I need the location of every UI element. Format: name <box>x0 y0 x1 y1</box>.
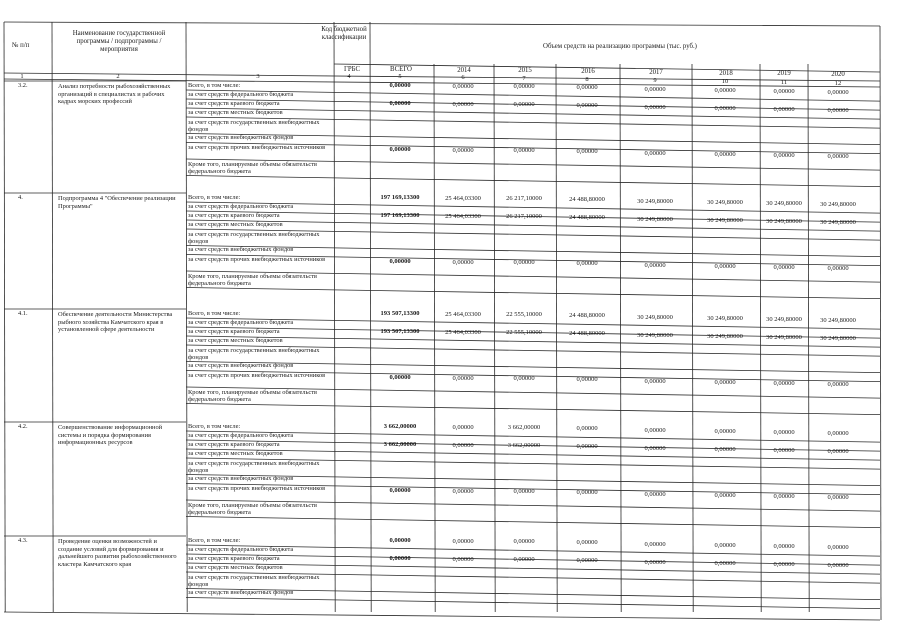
value-cell: 0,00000 <box>576 376 598 384</box>
value-cell: 0,00000 <box>714 541 736 549</box>
value-cell: 30 249,80000 <box>637 215 673 223</box>
row-label-planned: Кроме того, планируемые объемы обязательств федерального бюджета <box>188 160 318 176</box>
value-cell: 30 249,80000 <box>637 313 673 321</box>
value-cell: 0,00000 <box>452 374 474 382</box>
section-number: 3.2. <box>18 82 28 89</box>
value-cell: 0,00000 <box>644 149 666 157</box>
row-label-local: за счет средств местных бюджетов <box>188 220 283 228</box>
value-cell: 30 249,80000 <box>766 315 802 323</box>
value-cell: 0,00000 <box>644 444 666 452</box>
row-label-total: Всего, в том числе: <box>188 81 241 89</box>
value-cell: 0,00000 <box>513 375 535 383</box>
value-cell: 30 249,80000 <box>637 197 673 205</box>
row-label-federal: за счет средств федерального бюджета <box>188 318 294 326</box>
value-cell: 0,00000 <box>513 538 535 546</box>
value-cell: 0,00000 <box>644 426 666 434</box>
value-cell: 0,00000 <box>644 490 666 498</box>
row-label-local: за счет средств местных бюджетов <box>188 563 283 571</box>
row-label-regional: за счет средств краевого бюджета <box>188 211 280 219</box>
value-cell: 0,00000 <box>827 380 849 388</box>
value-cell: 0,00000 <box>644 377 666 385</box>
value-cell: 0,00000 <box>513 101 535 109</box>
row-label-regional: за счет средств краевого бюджета <box>188 554 280 562</box>
value-cell: 0,00000 <box>513 259 535 267</box>
value-cell: 0,00000 <box>452 82 474 90</box>
value-cell: 22 555,10000 <box>506 311 542 319</box>
header-year-2018: 2018 <box>719 70 733 77</box>
value-cell: 0,00000 <box>576 84 598 92</box>
value-cell: 193 507,13300 <box>380 327 420 335</box>
value-cell: 26 217,10000 <box>506 213 542 221</box>
row-label-state-offbudget: за счет средств государственных внебюджетных фондов <box>188 230 320 246</box>
value-cell: 0,00000 <box>389 486 411 494</box>
value-cell: 0,00000 <box>773 542 795 550</box>
section-title: Анализ потребности рыбохозяйственных организаций в специалистах и рабочих кадрах морских профессий <box>58 83 171 106</box>
header-year-2016: 2016 <box>581 68 595 75</box>
row-label-other: за счет средств прочих внебюджетных источников <box>188 485 326 492</box>
value-cell: 3 662,00000 <box>383 440 417 448</box>
row-label-offbudget: за счет средств внебюджетных фондов <box>188 362 294 369</box>
value-cell: 0,00000 <box>513 147 535 155</box>
value-cell: 0,00000 <box>773 151 795 159</box>
value-cell: 30 249,80000 <box>766 217 802 225</box>
value-cell: 30 249,80000 <box>707 216 743 224</box>
value-cell: 0,00000 <box>773 492 795 500</box>
value-cell: 0,00000 <box>714 104 736 112</box>
row-label-offbudget: за счет средств внебюджетных фондов <box>188 589 294 596</box>
value-cell: 0,00000 <box>576 425 598 433</box>
row-label-offbudget: за счет средств внебюджетных фондов <box>188 475 294 482</box>
grid-line <box>4 22 5 612</box>
column-number: 7 <box>522 74 526 82</box>
row-label-federal: за счет средств федерального бюджета <box>188 545 294 553</box>
row-label-planned: Кроме того, планируемые объемы обязательств федерального бюджета <box>188 272 318 288</box>
value-cell: 24 488,80000 <box>569 330 605 338</box>
header-year-2017: 2017 <box>649 69 663 76</box>
row-label-other: за счет средств прочих внебюджетных источников <box>188 372 326 379</box>
header-year-2019: 2019 <box>777 70 791 77</box>
value-cell: 0,00000 <box>827 447 849 455</box>
value-cell: 0,00000 <box>773 428 795 436</box>
value-cell: 0,00000 <box>827 561 849 569</box>
value-cell: 0,00000 <box>827 493 849 501</box>
value-cell: 30 249,80000 <box>707 198 743 206</box>
grid-line <box>556 64 557 612</box>
value-cell: 24 488,80000 <box>569 214 605 222</box>
value-cell: 0,00000 <box>714 559 736 567</box>
section-title: Совершенствование информационной системы и порядка формирования информационных ресурсов <box>58 424 163 447</box>
grid-line <box>186 404 880 415</box>
value-cell: 0,00000 <box>827 543 849 551</box>
value-cell: 0,00000 <box>773 379 795 387</box>
value-cell: 30 249,80000 <box>707 332 743 340</box>
column-number: 6 <box>461 74 465 81</box>
value-cell: 30 249,80000 <box>820 200 856 208</box>
value-cell: 0,00000 <box>714 262 736 270</box>
value-cell: 0,00000 <box>773 560 795 568</box>
row-label-total: Всего, в том числе: <box>188 422 241 430</box>
value-cell: 0,00000 <box>452 555 474 563</box>
value-cell: 0,00000 <box>714 445 736 453</box>
row-label-federal: за счет средств федерального бюджета <box>188 90 294 98</box>
value-cell: 0,00000 <box>827 429 849 437</box>
column-number: 8 <box>585 75 589 83</box>
value-cell: 0,00000 <box>714 378 736 386</box>
value-cell: 0,00000 <box>576 539 598 547</box>
value-cell: 0,00000 <box>452 441 474 449</box>
header-col-no: № п/п <box>12 42 30 49</box>
value-cell: 3 662,00000 <box>507 442 541 450</box>
row-label-regional: за счет средств краевого бюджета <box>188 99 280 107</box>
section-number: 4.2. <box>18 423 28 430</box>
header-year-2020: 2020 <box>831 71 845 78</box>
value-cell: 197 169,13300 <box>380 211 420 219</box>
header-col-volume: Объем средств на реализацию программы (тыс. руб.) <box>543 43 697 50</box>
row-label-offbudget: за счет средств внебюджетных фондов <box>188 134 294 141</box>
value-cell: 0,00000 <box>714 427 736 435</box>
column-number: 2 <box>116 73 120 80</box>
row-label-total: Всего, в том числе: <box>188 193 241 201</box>
row-label-planned: Кроме того, планируемые объемы обязательств федерального бюджета <box>188 388 318 404</box>
value-cell: 0,00000 <box>827 88 849 96</box>
column-number: 4 <box>347 73 351 80</box>
value-cell: 0,00000 <box>389 257 411 265</box>
row-label-total: Всего, в том числе: <box>188 536 241 544</box>
header-total: ВСЕГО <box>390 66 412 73</box>
value-cell: 193 507,13300 <box>380 309 420 317</box>
value-cell: 0,00000 <box>773 446 795 454</box>
grid-line <box>186 176 880 187</box>
value-cell: 30 249,80000 <box>820 334 856 342</box>
grid-line <box>494 64 495 612</box>
value-cell: 197 169,13300 <box>380 193 420 201</box>
section-title: Проведение оценки возможностей и создание условий для формирования и дальнейшего развития рыбохозяйственного кластера Камчатского края <box>58 538 177 568</box>
value-cell: 0,00000 <box>389 536 411 544</box>
row-label-state-offbudget: за счет средств государственных внебюджетных фондов <box>188 346 320 362</box>
value-cell: 0,00000 <box>452 146 474 154</box>
value-cell: 0,00000 <box>773 105 795 113</box>
column-number: 10 <box>721 78 729 86</box>
row-label-regional: за счет средств краевого бюджета <box>188 440 280 448</box>
value-cell: 0,00000 <box>644 103 666 111</box>
value-cell: 25 464,03300 <box>445 328 481 336</box>
value-cell: 0,00000 <box>513 556 535 564</box>
value-cell: 0,00000 <box>389 99 411 107</box>
row-label-other: за счет средств прочих внебюджетных источников <box>188 256 326 263</box>
section-title: Обеспечение деятельности Министерства рыбного хозяйства Камчатского края в установленной сфере деятельности <box>58 311 173 334</box>
value-cell: 0,00000 <box>513 83 535 91</box>
value-cell: 30 249,80000 <box>766 333 802 341</box>
value-cell: 24 488,80000 <box>569 196 605 204</box>
value-cell: 0,00000 <box>513 488 535 496</box>
row-label-local: за счет средств местных бюджетов <box>188 336 283 344</box>
grid-line <box>370 22 371 612</box>
grid-line <box>4 22 880 26</box>
header-grbs: ГРБС <box>343 66 361 73</box>
value-cell: 22 555,10000 <box>506 329 542 337</box>
value-cell: 0,00000 <box>576 557 598 565</box>
row-label-federal: за счет средств федерального бюджета <box>188 431 294 439</box>
value-cell: 25 464,03300 <box>445 194 481 202</box>
value-cell: 0,00000 <box>452 258 474 266</box>
grid-line <box>186 517 880 528</box>
grid-line <box>880 26 881 620</box>
header-year-2015: 2015 <box>518 67 532 74</box>
value-cell: 0,00000 <box>452 100 474 108</box>
value-cell: 25 464,03300 <box>445 212 481 220</box>
row-label-state-offbudget: за счет средств государственных внебюджетных фондов <box>188 459 320 475</box>
value-cell: 24 488,80000 <box>569 312 605 320</box>
grid-line <box>186 598 880 609</box>
row-label-state-offbudget: за счет средств государственных внебюджетных фондов <box>188 573 320 589</box>
row-label-local: за счет средств местных бюджетов <box>188 108 283 116</box>
value-cell: 0,00000 <box>827 264 849 272</box>
value-cell: 30 249,80000 <box>820 316 856 324</box>
row-label-total: Всего, в том числе: <box>188 309 241 317</box>
grid-line <box>186 288 880 299</box>
section-number: 4. <box>18 194 23 201</box>
value-cell: 0,00000 <box>773 263 795 271</box>
row-label-state-offbudget: за счет средств государственных внебюджетных фондов <box>188 118 320 134</box>
section-number: 4.3. <box>18 537 28 544</box>
column-number: 3 <box>256 73 260 80</box>
value-cell: 0,00000 <box>389 145 411 153</box>
value-cell: 0,00000 <box>827 152 849 160</box>
value-cell: 0,00000 <box>576 148 598 156</box>
column-number: 1 <box>20 73 24 80</box>
value-cell: 0,00000 <box>576 102 598 110</box>
value-cell: 0,00000 <box>452 537 474 545</box>
header-col-name: Наименование государственной программы / подпрограммы / мероприятия <box>72 30 166 54</box>
section-title: Подпрограмма 4 "Обеспечение реализации Программы" <box>58 195 176 210</box>
value-cell: 0,00000 <box>389 373 411 381</box>
value-cell: 26 217,10000 <box>506 195 542 203</box>
value-cell: 0,00000 <box>714 86 736 94</box>
value-cell: 30 249,80000 <box>707 314 743 322</box>
value-cell: 0,00000 <box>452 423 474 431</box>
row-label-local: за счет средств местных бюджетов <box>188 449 283 457</box>
row-label-planned: Кроме того, планируемые объемы обязательств федерального бюджета <box>188 501 318 517</box>
value-cell: 0,00000 <box>576 489 598 497</box>
value-cell: 0,00000 <box>714 491 736 499</box>
value-cell: 0,00000 <box>644 261 666 269</box>
value-cell: 0,00000 <box>644 540 666 548</box>
column-number: 5 <box>398 73 402 80</box>
value-cell: 30 249,80000 <box>766 199 802 207</box>
row-label-regional: за счет средств краевого бюджета <box>188 327 280 335</box>
value-cell: 0,00000 <box>644 85 666 93</box>
value-cell: 3 662,00000 <box>383 422 417 430</box>
value-cell: 0,00000 <box>644 558 666 566</box>
value-cell: 0,00000 <box>452 487 474 495</box>
column-number: 11 <box>780 79 788 87</box>
value-cell: 0,00000 <box>714 150 736 158</box>
value-cell: 0,00000 <box>827 106 849 114</box>
value-cell: 0,00000 <box>576 260 598 268</box>
value-cell: 0,00000 <box>389 554 411 562</box>
section-number: 4.1. <box>18 310 28 317</box>
header-year-2014: 2014 <box>457 67 471 74</box>
value-cell: 25 464,03300 <box>445 310 481 318</box>
row-label-offbudget: за счет средств внебюджетных фондов <box>188 246 294 253</box>
grid-line <box>620 64 621 612</box>
row-label-federal: за счет средств федерального бюджета <box>188 202 294 210</box>
value-cell: 30 249,80000 <box>820 218 856 226</box>
column-number: 12 <box>834 80 842 87</box>
grid-line <box>4 612 880 620</box>
value-cell: 0,00000 <box>389 81 411 89</box>
column-number: 9 <box>653 77 657 85</box>
value-cell: 0,00000 <box>773 87 795 95</box>
value-cell: 30 249,80000 <box>637 331 673 339</box>
header-col-kbk: Код бюджетной классификации <box>321 26 367 42</box>
row-label-other: за счет средств прочих внебюджетных источников <box>188 144 326 151</box>
value-cell: 0,00000 <box>576 443 598 451</box>
value-cell: 3 662,00000 <box>507 424 541 432</box>
grid-line <box>52 22 53 612</box>
